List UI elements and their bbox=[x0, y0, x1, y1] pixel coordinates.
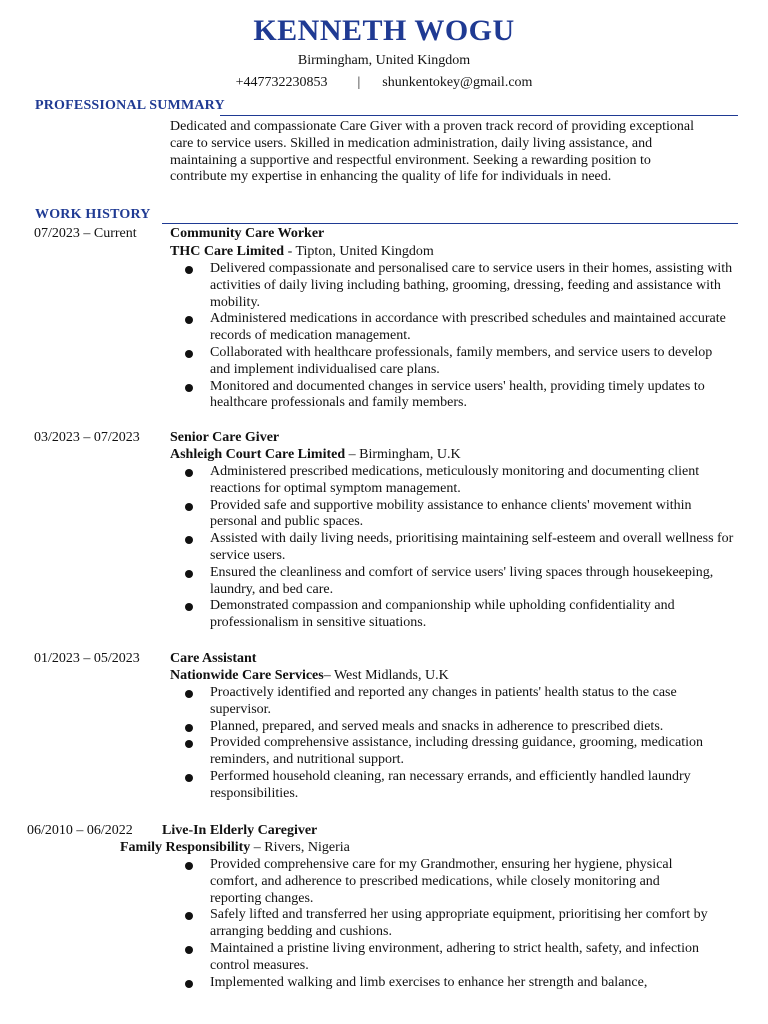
bullet-dot bbox=[185, 266, 193, 274]
bullet-item: Delivered compassionate and personalised care to service users in their homes, assisting with activities of daily living including bathing, grooming, dressing, feeding and assistance with mobility. bbox=[210, 261, 735, 311]
bullet-item: Planned, prepared, and served meals and snacks in adherence to prescribed diets. bbox=[210, 719, 735, 736]
work-history-divider bbox=[162, 223, 738, 224]
bullet-item: Administered medications in accordance with prescribed schedules and maintained accurate records of medication management. bbox=[210, 311, 735, 345]
employer-name: Ashleigh Court Care Limited bbox=[170, 447, 346, 462]
bullet-dot bbox=[185, 740, 193, 748]
employer-name: THC Care Limited bbox=[170, 244, 285, 259]
bullet-item: Performed household cleaning, ran necessary errands, and efficiently handled laundry responsibilities. bbox=[210, 769, 735, 803]
employer-location: - Tipton, United Kingdom bbox=[284, 244, 434, 259]
job-employer bbox=[170, 668, 449, 685]
job-employer bbox=[120, 840, 350, 857]
employer-location: – Birmingham, U.K bbox=[345, 447, 461, 462]
bullet-item: Administered prescribed medications, meticulously monitoring and documenting client reactions for optimal symptom management. bbox=[210, 464, 735, 498]
summary-text: Dedicated and compassionate Care Giver with a proven track record of providing exceptional care to service users. Skilled in medication administration, daily living assistance, and maintaining a supportive and respectful environment. Seeking a rewarding position to contribute my expertise in enhancing the quality of life for individuals in need. bbox=[170, 119, 695, 185]
job-dates: 07/2023 – Current bbox=[34, 226, 137, 241]
bullet-dot bbox=[185, 536, 193, 544]
bullet-dot bbox=[185, 316, 193, 324]
bullet-item: Monitored and documented changes in service users' health, providing timely updates to healthcare professionals and family members. bbox=[210, 379, 735, 413]
job-title: Community Care Worker bbox=[170, 226, 325, 241]
candidate-name: KENNETH WOGU bbox=[253, 14, 515, 47]
summary-heading: PROFESSIONAL SUMMARY bbox=[35, 98, 225, 113]
bullet-dot bbox=[185, 469, 193, 477]
job-title: Care Assistant bbox=[170, 651, 257, 666]
job-bullets bbox=[210, 685, 735, 803]
bullet-dot bbox=[185, 912, 193, 920]
bullet-dot bbox=[185, 724, 193, 732]
bullet-item: Provided comprehensive care for my Grandmother, ensuring her hygiene, physical comfort, and adherence to prescribed medications, while closely monitoring and reporting changes. bbox=[210, 857, 710, 907]
job-title: Live-In Elderly Caregiver bbox=[162, 823, 318, 838]
work-history-heading: WORK HISTORY bbox=[35, 207, 151, 222]
bullet-item: Implemented walking and limb exercises to enhance her strength and balance, bbox=[210, 975, 710, 992]
email-address: shunkentokey@gmail.com bbox=[382, 75, 533, 90]
candidate-location: Birmingham, United Kingdom bbox=[297, 53, 471, 68]
bullet-item: Provided comprehensive assistance, including dressing guidance, grooming, medication reminders, and nutritional support. bbox=[210, 735, 735, 769]
bullet-dot bbox=[185, 350, 193, 358]
bullet-item: Provided safe and supportive mobility assistance to enhance clients' movement within personal and public spaces. bbox=[210, 498, 735, 532]
job-dates: 01/2023 – 05/2023 bbox=[34, 651, 140, 666]
bullet-dot bbox=[185, 690, 193, 698]
bullet-item: Proactively identified and reported any changes in patients' health status to the case supervisor. bbox=[210, 685, 735, 719]
employer-name: Nationwide Care Services bbox=[170, 668, 324, 683]
summary-divider bbox=[220, 115, 738, 116]
bullet-dot bbox=[185, 570, 193, 578]
bullet-item: Demonstrated compassion and companionship while upholding confidentiality and professionalism in sensitive situations. bbox=[210, 598, 735, 632]
job-title: Senior Care Giver bbox=[170, 430, 280, 445]
contact-line bbox=[0, 75, 768, 91]
employer-location: – Rivers, Nigeria bbox=[250, 840, 350, 855]
job-employer bbox=[170, 447, 461, 464]
bullet-dot bbox=[185, 862, 193, 870]
job-employer bbox=[170, 244, 434, 261]
phone-number: +447732230853 bbox=[235, 75, 328, 90]
bullet-dot bbox=[185, 946, 193, 954]
bullet-dot bbox=[185, 503, 193, 511]
job-bullets bbox=[210, 464, 735, 632]
bullet-item: Collaborated with healthcare professionals, family members, and service users to develop and implement individualised care plans. bbox=[210, 345, 735, 379]
bullet-item: Safely lifted and transferred her using appropriate equipment, prioritising her comfort by arranging bedding and cushions. bbox=[210, 907, 710, 941]
bullet-item: Assisted with daily living needs, prioritising maintaining self-esteem and overall wellness for service users. bbox=[210, 531, 735, 565]
bullet-dot bbox=[185, 774, 193, 782]
bullet-dot bbox=[185, 980, 193, 988]
contact-separator: | bbox=[357, 75, 361, 90]
bullet-item: Ensured the cleanliness and comfort of service users' living spaces through housekeeping, laundry, and bed care. bbox=[210, 565, 735, 599]
job-bullets bbox=[210, 261, 735, 412]
employer-name: Family Responsibility bbox=[120, 840, 251, 855]
employer-location: – West Midlands, U.K bbox=[323, 668, 449, 683]
bullet-dot bbox=[185, 384, 193, 392]
bullet-item: Maintained a pristine living environment, adhering to strict health, safety, and infection control measures. bbox=[210, 941, 710, 975]
job-dates: 03/2023 – 07/2023 bbox=[34, 430, 140, 445]
job-dates: 06/2010 – 06/2022 bbox=[27, 823, 133, 838]
bullet-dot bbox=[185, 603, 193, 611]
job-bullets bbox=[210, 857, 710, 991]
